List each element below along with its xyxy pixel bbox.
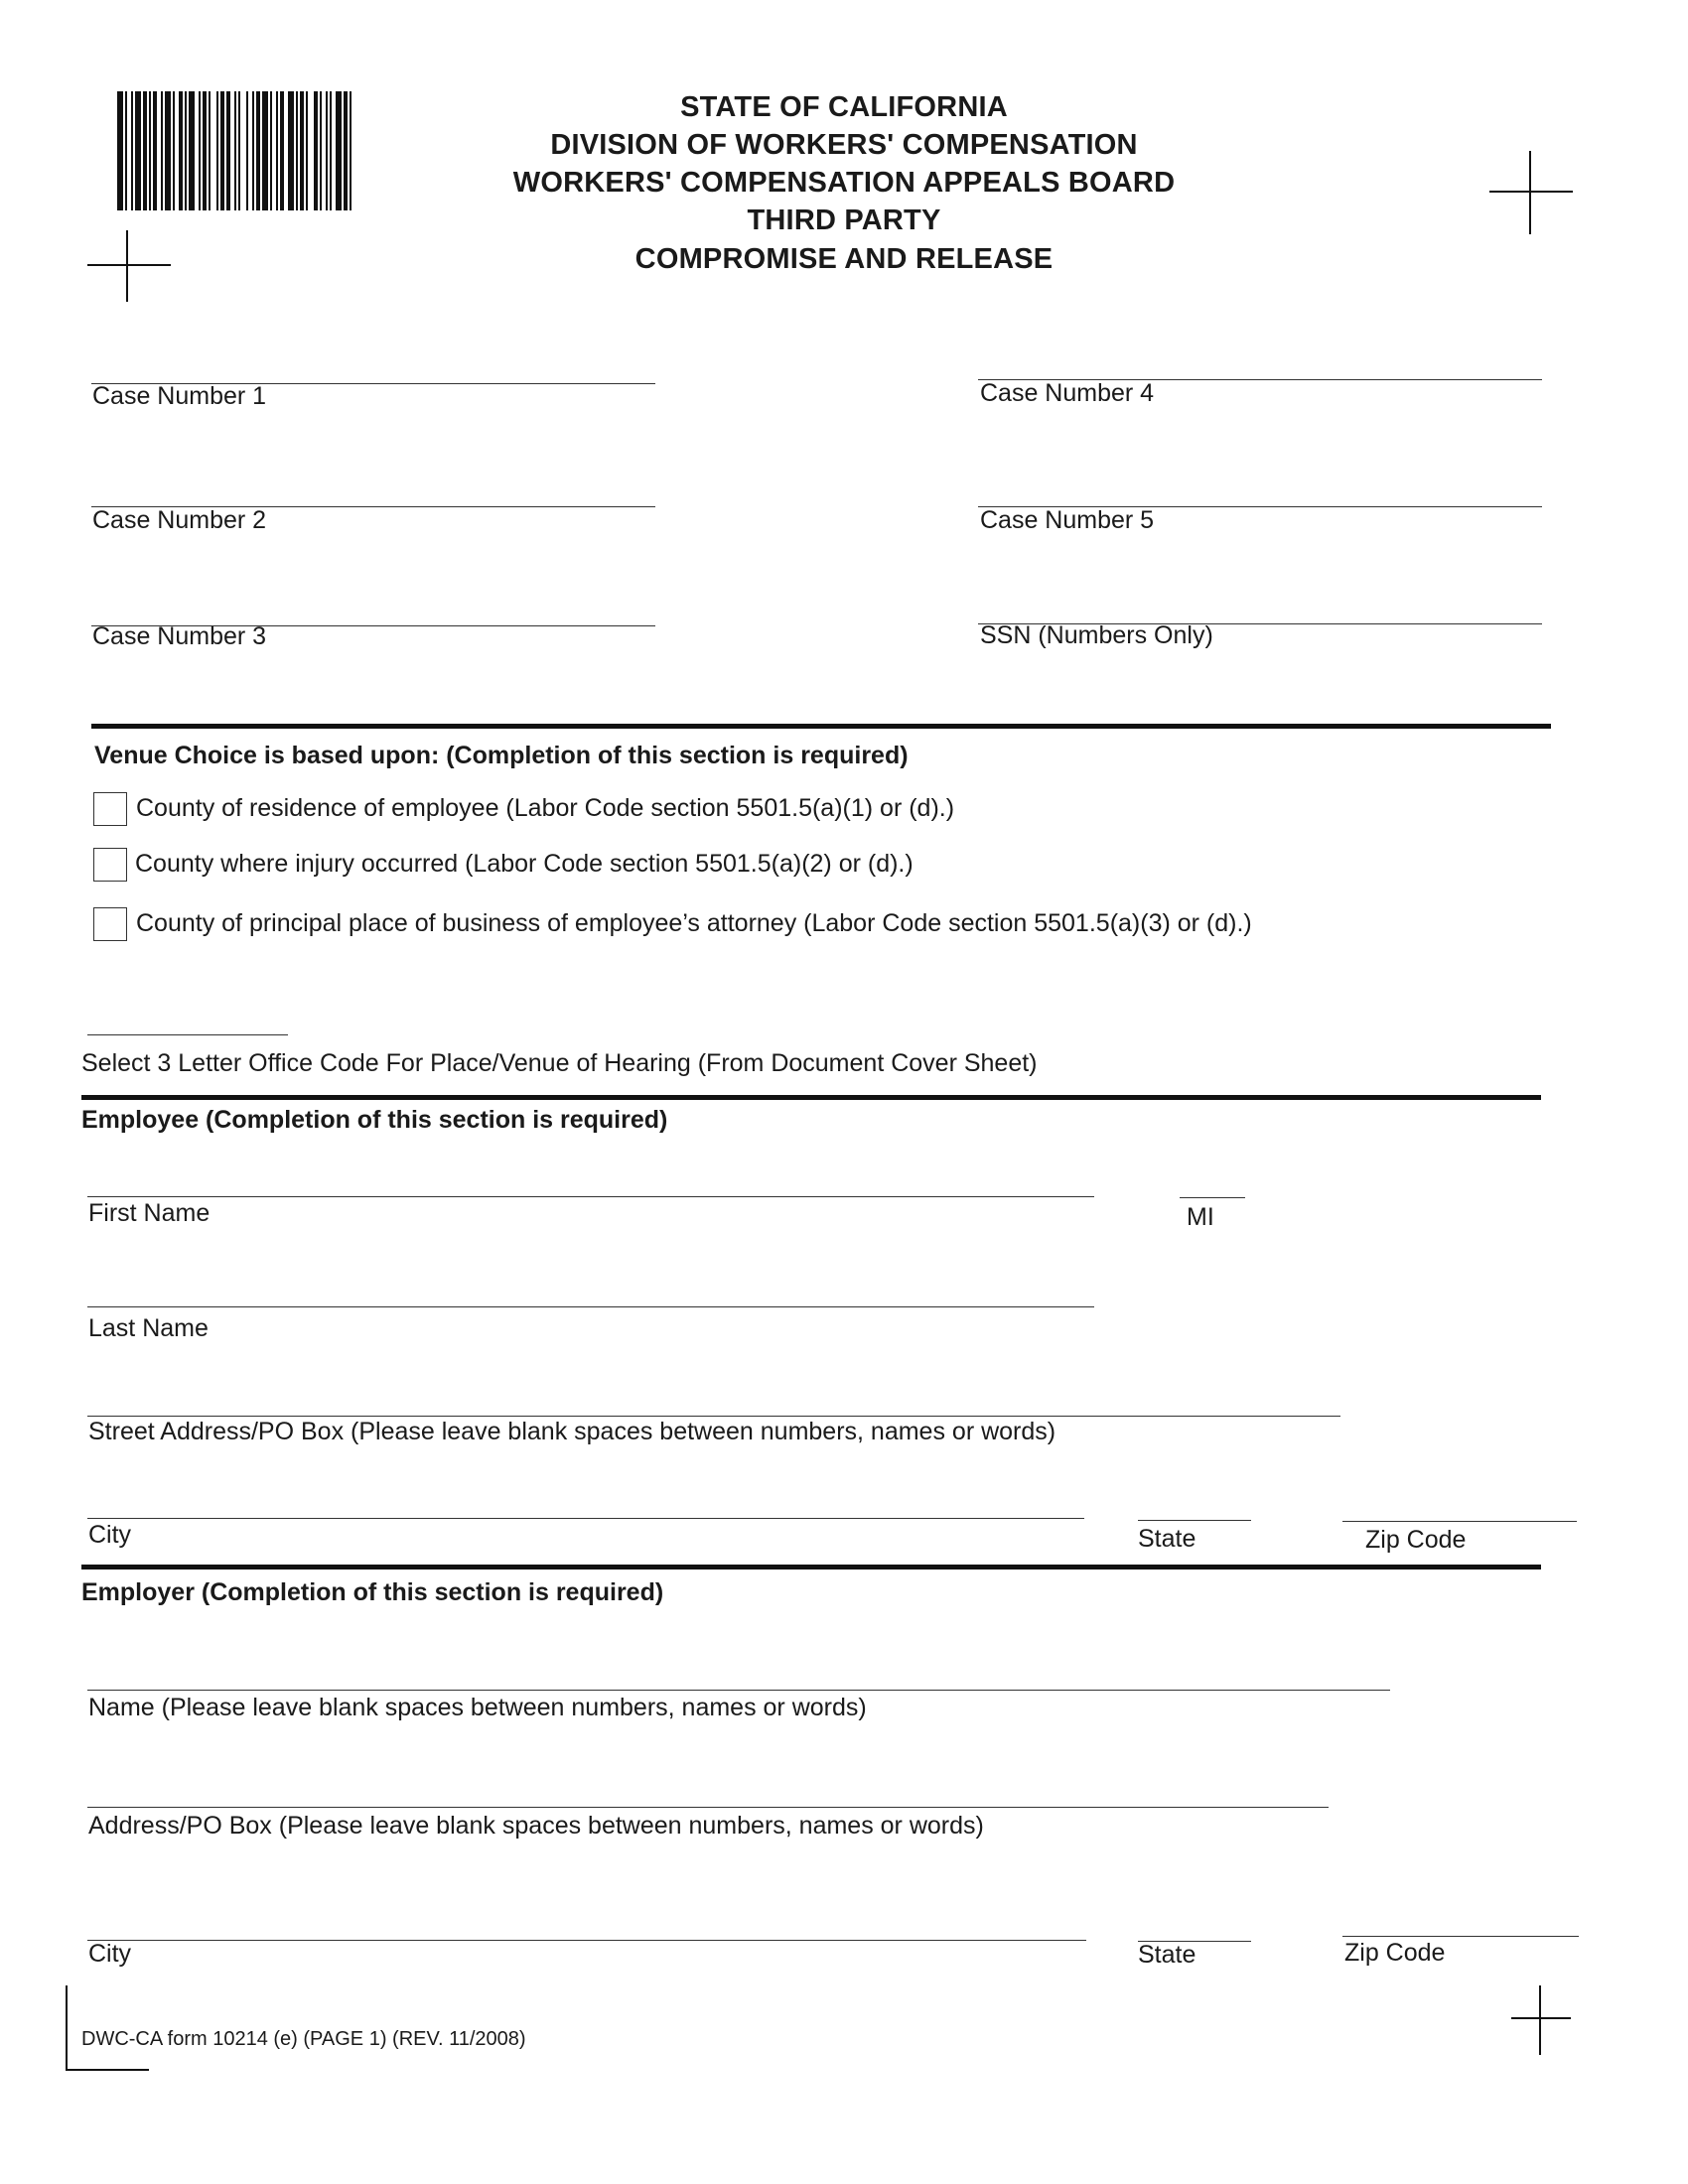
employee-zip-label: Zip Code — [1365, 1526, 1467, 1554]
office-code-field[interactable] — [87, 1034, 288, 1035]
employer-zip-label: Zip Code — [1344, 1939, 1446, 1967]
employee-last-name-field[interactable] — [87, 1306, 1094, 1307]
office-code-label: Select 3 Letter Office Code For Place/Venue of Hearing (From Document Cover Sheet) — [81, 1049, 1038, 1077]
employer-address-field[interactable] — [87, 1807, 1329, 1808]
employee-state-label: State — [1138, 1525, 1196, 1553]
venue-heading: Venue Choice is based upon: (Completion of this section is required) — [94, 742, 909, 769]
venue-option-injury: County where injury occurred (Labor Code section 5501.5(a)(2) or (d).) — [135, 850, 914, 878]
employer-city-field[interactable] — [87, 1940, 1086, 1941]
employer-name-label: Name (Please leave blank spaces between numbers, names or words) — [88, 1694, 867, 1721]
venue-option-residence: County of residence of employee (Labor Code section 5501.5(a)(1) or (d).) — [136, 794, 955, 822]
registration-mark-bottom-right — [1511, 1985, 1571, 2055]
employee-street-field[interactable] — [87, 1416, 1340, 1417]
title-line-5: COMPROMISE AND RELEASE — [634, 243, 1054, 275]
employer-city-label: City — [88, 1940, 132, 1968]
venue-checkbox-attorney[interactable] — [93, 907, 127, 941]
case-number-4-label: Case Number 4 — [980, 379, 1155, 407]
employee-street-label: Street Address/PO Box (Please leave blank spaces between numbers, names or words) — [88, 1418, 1056, 1445]
case-number-2-label: Case Number 2 — [92, 506, 267, 534]
case-number-3-label: Case Number 3 — [92, 622, 267, 650]
employee-zip-field[interactable] — [1342, 1521, 1577, 1522]
case-number-1-label: Case Number 1 — [92, 382, 267, 410]
employee-mi-field[interactable] — [1180, 1197, 1245, 1198]
title-line-4: THIRD PARTY — [747, 205, 941, 236]
form-id-footer: DWC-CA form 10214 (e) (PAGE 1) (REV. 11/2008) — [81, 2028, 526, 2050]
employee-first-name-label: First Name — [88, 1199, 211, 1227]
case-number-5-label: Case Number 5 — [980, 506, 1155, 534]
title-line-2: DIVISION OF WORKERS' COMPENSATION — [550, 129, 1138, 161]
title-line-3: WORKERS' COMPENSATION APPEALS BOARD — [512, 167, 1176, 199]
employee-heading: Employee (Completion of this section is required) — [81, 1106, 668, 1134]
employer-state-label: State — [1138, 1941, 1196, 1969]
employee-state-field[interactable] — [1138, 1520, 1251, 1521]
employee-mi-label: MI — [1187, 1203, 1214, 1231]
venue-checkbox-injury[interactable] — [93, 848, 127, 882]
employer-name-field[interactable] — [87, 1690, 1390, 1691]
employee-city-label: City — [88, 1521, 132, 1549]
employee-city-field[interactable] — [87, 1518, 1084, 1519]
ssn-label: SSN (Numbers Only) — [980, 621, 1213, 649]
venue-section-divider — [91, 724, 1551, 729]
title-line-1: STATE OF CALIFORNIA — [680, 91, 1008, 123]
employer-address-label: Address/PO Box (Please leave blank spaces between numbers, names or words) — [88, 1812, 984, 1840]
employee-last-name-label: Last Name — [88, 1314, 209, 1342]
employer-section-divider — [81, 1565, 1541, 1570]
employee-section-divider — [81, 1095, 1541, 1100]
venue-checkbox-residence[interactable] — [93, 792, 127, 826]
employer-zip-field[interactable] — [1342, 1936, 1579, 1937]
employee-first-name-field[interactable] — [87, 1196, 1094, 1197]
venue-option-attorney: County of principal place of business of employee’s attorney (Labor Code section 5501.5(a)(3) or (d).) — [136, 909, 1252, 937]
employer-heading: Employer (Completion of this section is required) — [81, 1578, 664, 1606]
